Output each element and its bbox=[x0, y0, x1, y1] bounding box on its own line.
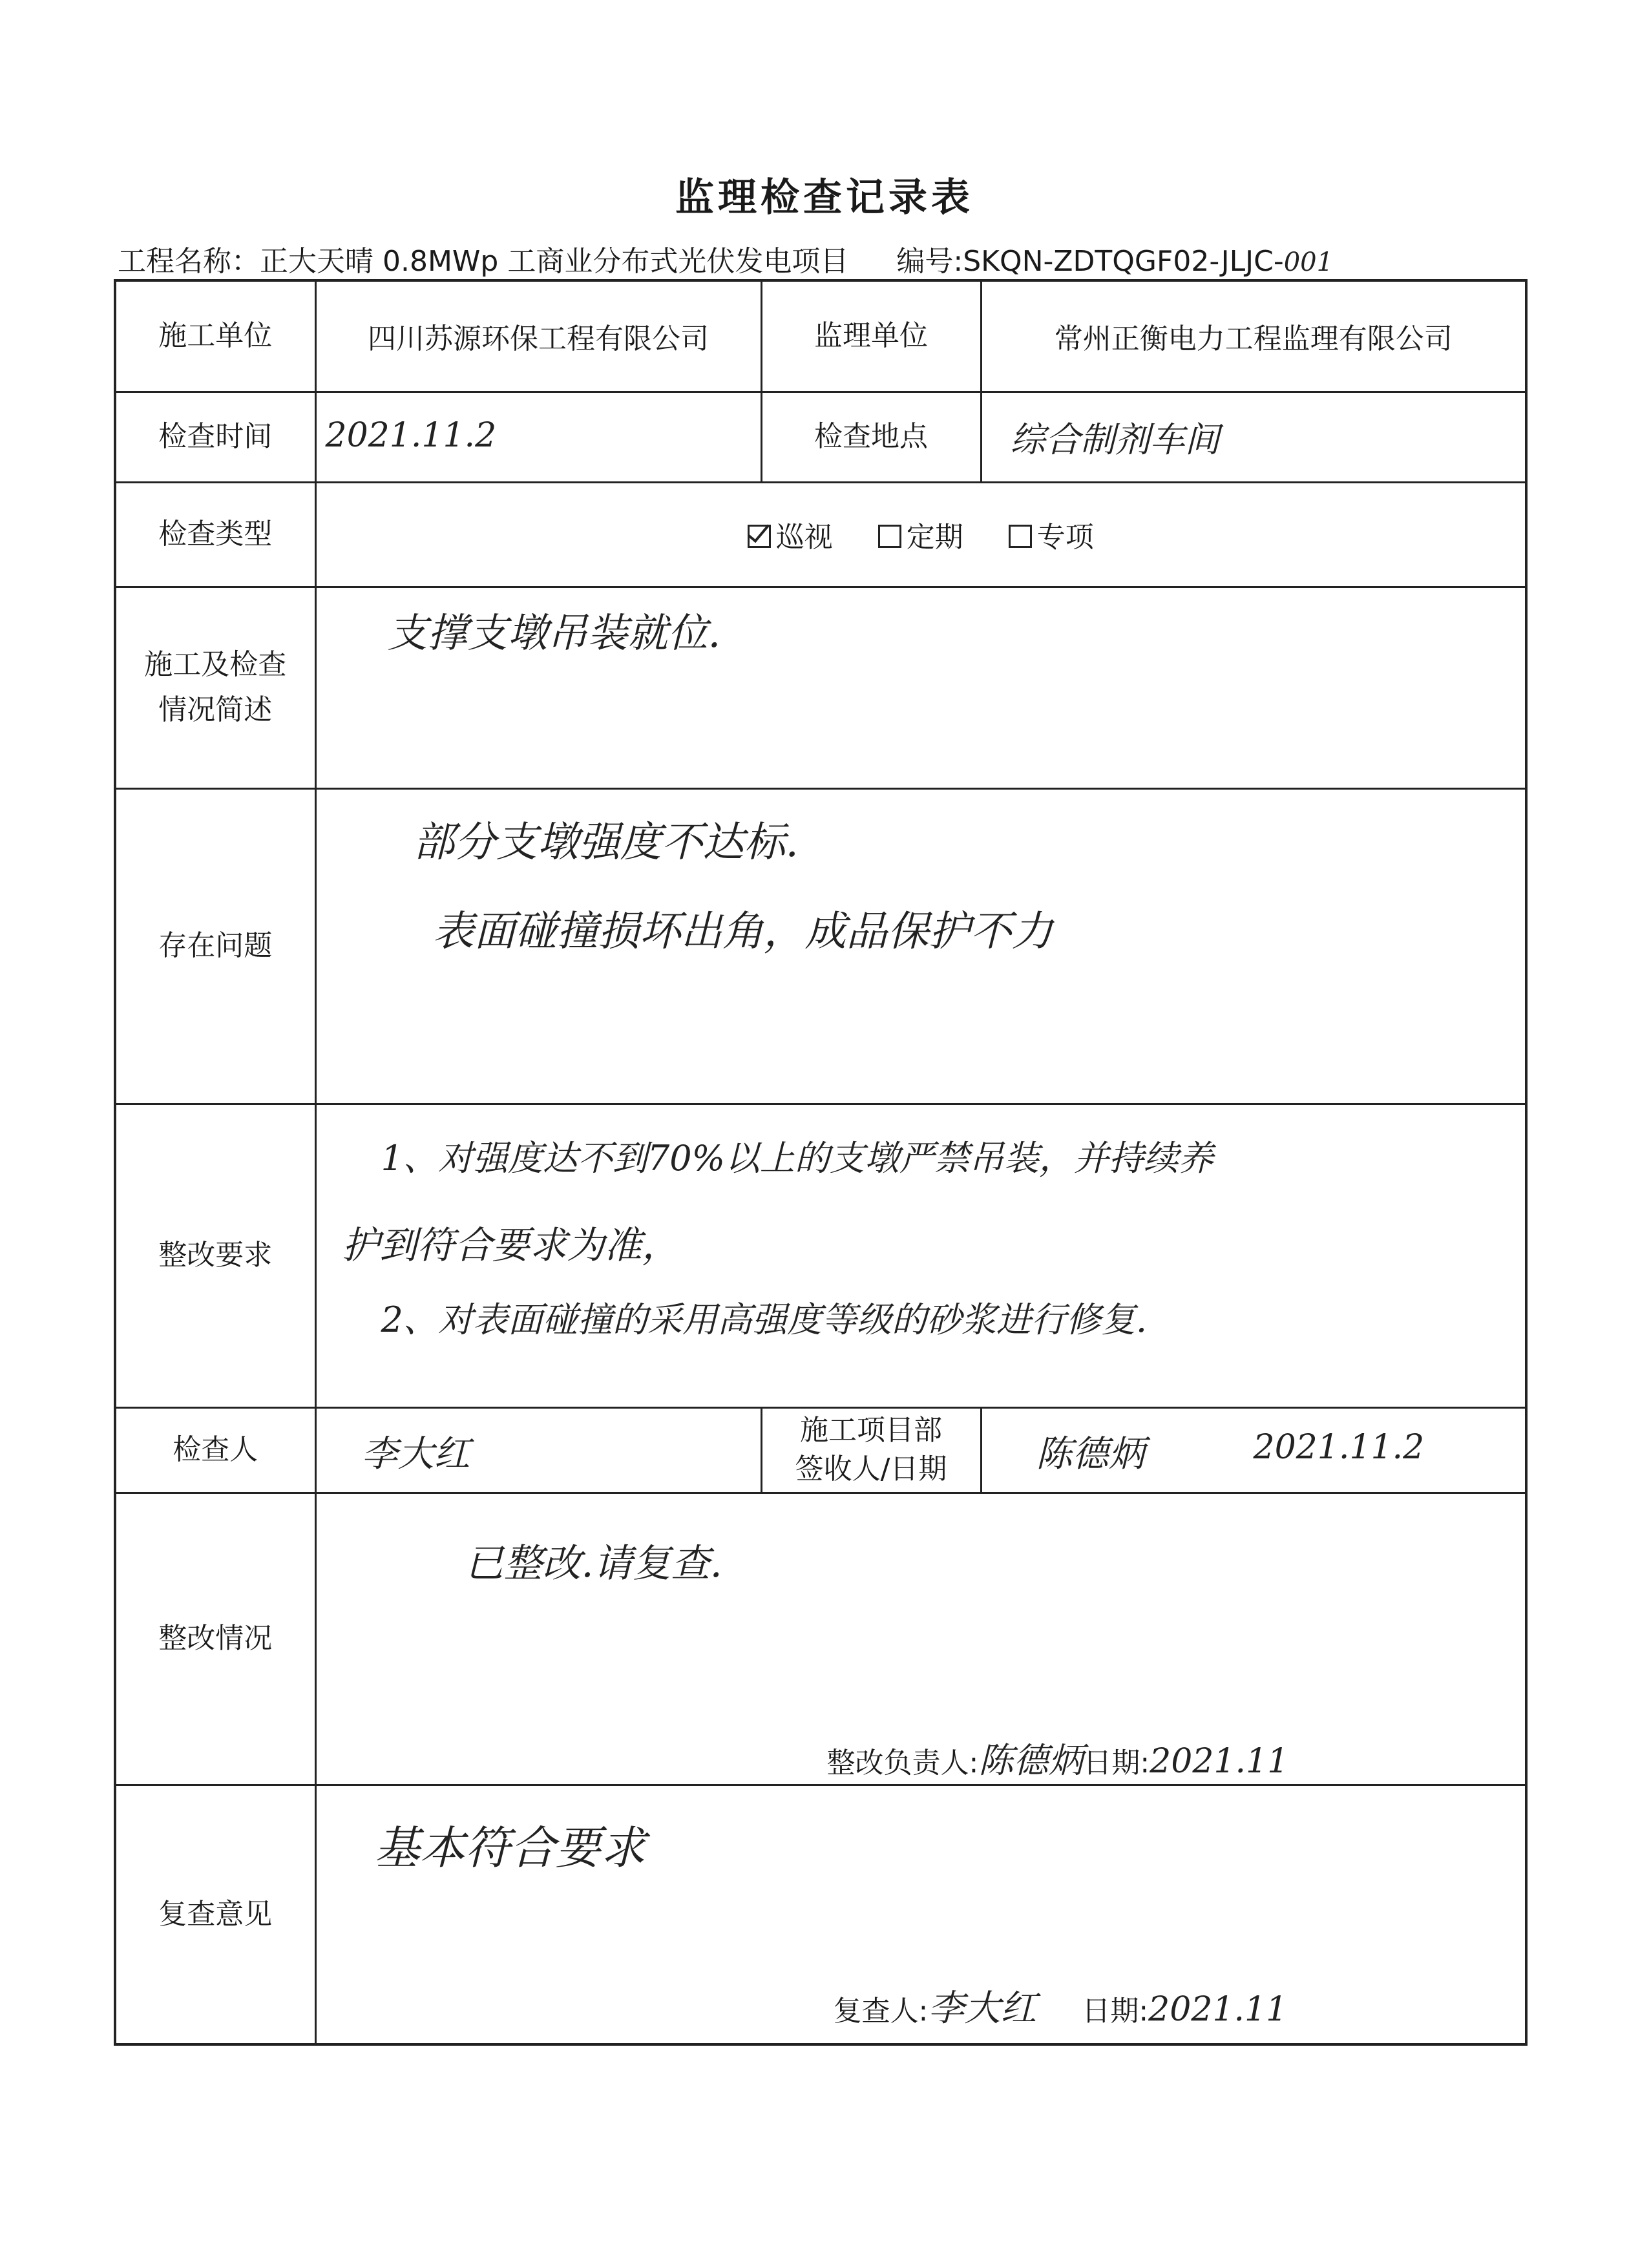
inspection-time-label: 检查时间 bbox=[115, 392, 315, 482]
patrol-checkbox[interactable] bbox=[748, 525, 771, 548]
option-patrol-label: 巡视 bbox=[775, 521, 833, 554]
issues-line-2: 表面碰撞损坏出角，成品保护不力 bbox=[432, 907, 1053, 956]
review-label: 复查意见 bbox=[115, 1785, 315, 2044]
requirements-line-3: 2、对表面碰撞的采用高强度等级的砂浆进行修复. bbox=[381, 1299, 1148, 1340]
inspection-time-value: 2021.11.2 bbox=[325, 415, 497, 455]
inspection-form-table bbox=[114, 279, 1528, 2046]
rectification-text: 已整改.请复查. bbox=[465, 1540, 722, 1586]
receiver-date: 2021.11.2 bbox=[1253, 1427, 1425, 1467]
inspection-type-label: 检查类型 bbox=[115, 482, 315, 587]
option-special-label: 专项 bbox=[1036, 521, 1094, 554]
code-label: 编号: bbox=[896, 245, 963, 278]
row-issues bbox=[115, 788, 1526, 1104]
reviewer-label: 复查人: bbox=[833, 1994, 929, 2028]
inspector-cell bbox=[315, 1407, 761, 1493]
review-date: 2021.11 bbox=[1148, 1990, 1288, 2029]
form-title: 监理检查记录表 bbox=[675, 175, 974, 220]
review-cell bbox=[315, 1785, 1526, 2044]
reviewer-signature: 李大红 bbox=[928, 1987, 1037, 2030]
row-rectification bbox=[115, 1493, 1526, 1785]
requirements-cell bbox=[315, 1104, 1526, 1407]
inspector-signature: 李大红 bbox=[361, 1433, 470, 1475]
option-special[interactable] bbox=[1009, 521, 1094, 554]
rectification-date-label: 日期: bbox=[1083, 1746, 1150, 1780]
project-name: 正大天晴 0.8MWp 工商业分布式光伏发电项目 bbox=[260, 245, 849, 278]
supervision-unit-value: 常州正衡电力工程监理有限公司 bbox=[981, 280, 1526, 392]
project-header bbox=[118, 238, 1333, 279]
rectification-sign-line bbox=[827, 1733, 1289, 1783]
rectification-label: 整改情况 bbox=[115, 1493, 315, 1785]
supervision-unit-label: 监理单位 bbox=[761, 280, 981, 392]
code-value: SKQN-ZDTQGF02-JLJC- bbox=[963, 245, 1284, 278]
review-text: 基本符合要求 bbox=[374, 1821, 646, 1874]
row-time-place bbox=[115, 392, 1526, 482]
option-periodic[interactable] bbox=[878, 521, 963, 554]
receiver-label bbox=[761, 1407, 981, 1493]
row-requirements bbox=[115, 1104, 1526, 1407]
periodic-checkbox[interactable] bbox=[878, 525, 901, 548]
summary-label-line-2: 情况简述 bbox=[158, 693, 273, 726]
option-periodic-label: 定期 bbox=[906, 521, 963, 554]
construction-unit-label: 施工单位 bbox=[115, 280, 315, 392]
inspection-type-options bbox=[315, 482, 1526, 587]
requirements-line-1: 1、对强度达不到70%以上的支墩严禁吊装，并持续养 bbox=[381, 1137, 1213, 1179]
review-date-label: 日期: bbox=[1082, 1994, 1149, 2028]
issues-cell bbox=[315, 788, 1526, 1104]
rectification-date: 2021.11 bbox=[1150, 1741, 1289, 1781]
summary-label bbox=[115, 587, 315, 788]
row-review bbox=[115, 1785, 1526, 2044]
rectification-responsible-signature: 陈德炳 bbox=[978, 1739, 1084, 1781]
rectification-cell bbox=[315, 1493, 1526, 1785]
issues-label: 存在问题 bbox=[115, 788, 315, 1104]
review-sign-line bbox=[834, 1980, 1288, 2032]
row-inspection-type bbox=[115, 482, 1526, 587]
project-label: 工程名称： bbox=[118, 245, 260, 278]
requirements-line-2: 护到符合要求为准， bbox=[342, 1223, 680, 1267]
construction-unit-value: 四川苏源环保工程有限公司 bbox=[315, 280, 761, 392]
inspection-place-value: 综合制剂车间 bbox=[1010, 419, 1220, 460]
row-summary bbox=[115, 587, 1526, 788]
summary-text: 支撑支墩吊装就位. bbox=[387, 609, 721, 656]
receiver-cell bbox=[981, 1407, 1526, 1493]
requirements-label: 整改要求 bbox=[115, 1104, 315, 1407]
row-units bbox=[115, 280, 1526, 392]
option-patrol[interactable] bbox=[748, 521, 833, 554]
receiver-signature: 陈德炳 bbox=[1036, 1433, 1145, 1475]
inspection-place-label: 检查地点 bbox=[761, 392, 981, 482]
summary-cell bbox=[315, 587, 1526, 788]
inspector-label: 检查人 bbox=[115, 1407, 315, 1493]
issues-line-1: 部分支墩强度不达标. bbox=[413, 818, 799, 866]
special-checkbox[interactable] bbox=[1009, 525, 1032, 548]
row-inspector bbox=[115, 1407, 1526, 1493]
receiver-label-line-1: 施工项目部 bbox=[800, 1414, 942, 1447]
summary-label-line-1: 施工及检查 bbox=[144, 648, 287, 681]
code-handwritten: 001 bbox=[1283, 247, 1334, 277]
rectification-responsible-label: 整改负责人: bbox=[826, 1746, 979, 1780]
inspection-place-cell bbox=[981, 392, 1526, 482]
receiver-label-line-2: 签收人/日期 bbox=[795, 1453, 947, 1486]
inspection-time-cell bbox=[315, 392, 761, 482]
